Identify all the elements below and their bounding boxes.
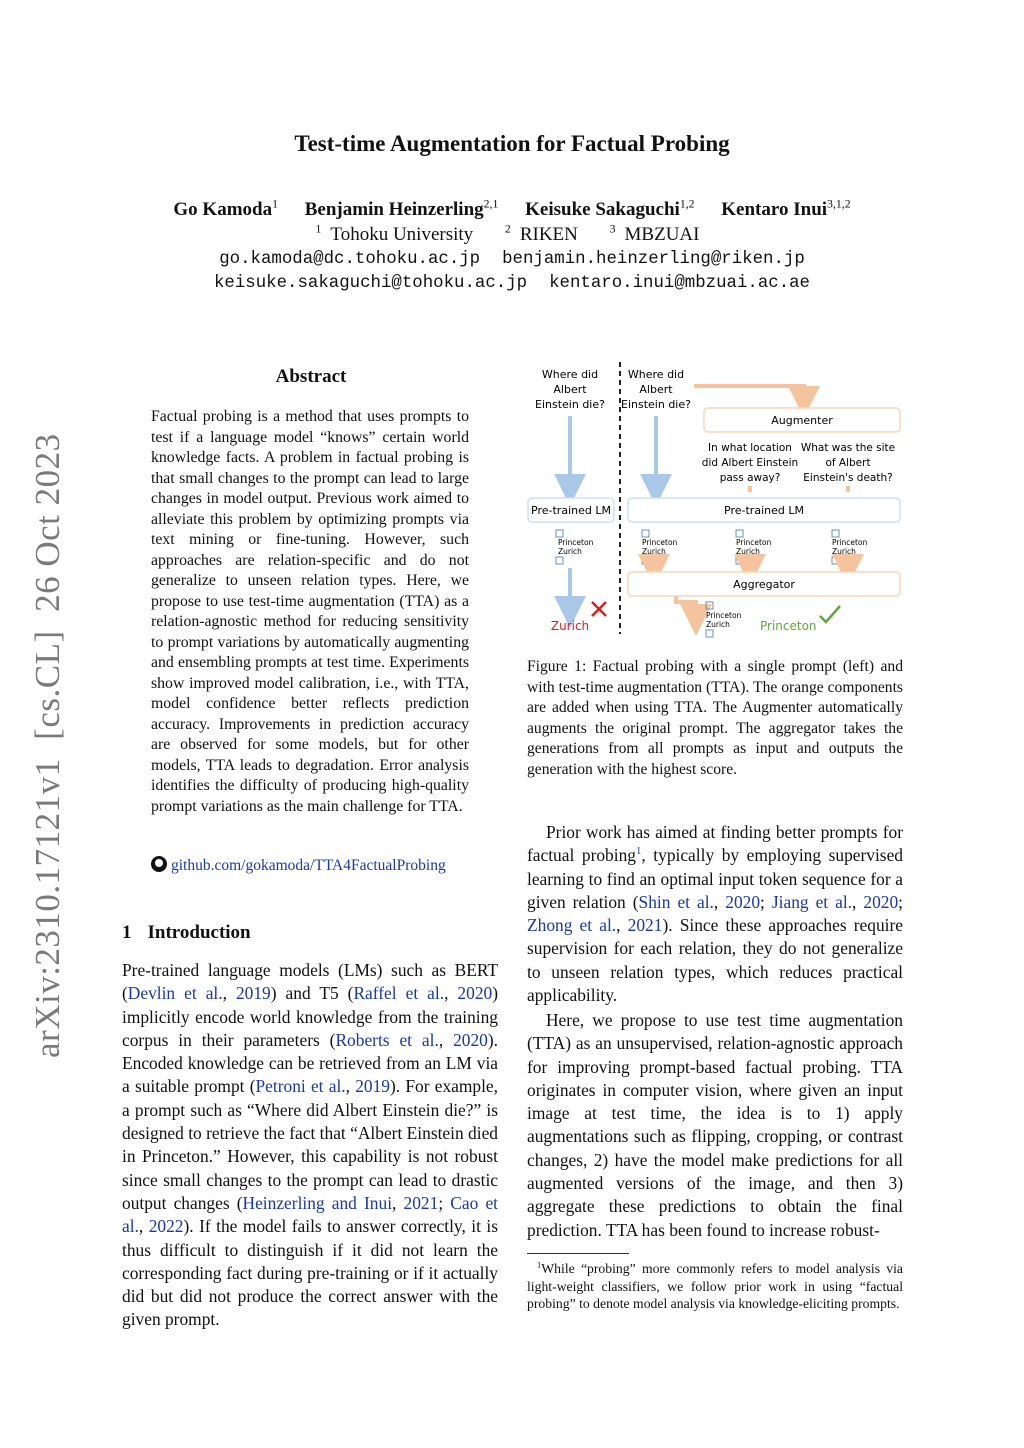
citation-link[interactable]: Roberts et al. [335, 1029, 439, 1050]
candidate-text: Princeton [832, 538, 868, 547]
aug-prompt-line: Einstein's death? [803, 472, 893, 484]
candidate-text: Princeton [642, 538, 678, 547]
figure-1 [524, 362, 906, 644]
candidate-text: Zurich [832, 547, 856, 556]
section-heading [122, 922, 251, 944]
candidate-marker [556, 557, 563, 564]
github-link[interactable] [151, 856, 481, 875]
footnote-text: While “probing” more commonly refers to model analysis via light-weight classifiers, we follow prior work in using “factual probing” to denote model analysis via knowledge-eliciting prompts. [527, 1261, 903, 1311]
text-run: ) implicitly encode world knowledge from the training corpus in their parameters ( [122, 983, 498, 1050]
arxiv-stamp: arXiv:2310.17121v1 [cs.CL] 26 Oct 2023 [28, 433, 67, 1058]
citation-link[interactable]: 2021 [403, 1192, 439, 1213]
candidate-list [556, 530, 594, 564]
candidate-text: Princeton [706, 611, 742, 620]
author [525, 199, 694, 220]
author-name: Go Kamoda [173, 199, 273, 220]
affiliation-name: RIKEN [519, 224, 578, 245]
author-name: Benjamin Heinzerling [304, 199, 484, 220]
candidate-marker [706, 630, 713, 637]
email-line [0, 274, 1024, 293]
figure-caption [527, 657, 903, 781]
candidate-text: Zurich [706, 620, 730, 629]
candidate-list [736, 530, 772, 564]
citation-link[interactable]: 2020 [725, 891, 761, 912]
text-run: Pre-trained language models (LMs) such as BERT ( [122, 960, 498, 1004]
tta-diagram [524, 362, 906, 644]
footnote-rule [527, 1253, 629, 1254]
text-run: ) and T5 ( [270, 983, 354, 1004]
author-affil-mark: 1,2 [679, 197, 695, 211]
author-affil-mark: 3,1,2 [827, 197, 851, 211]
candidate-text: Princeton [736, 538, 772, 547]
aggregator-label: Aggregator [733, 578, 795, 591]
text-run: Prior work has aimed at finding better prompts for factual probing [527, 822, 903, 866]
right-question-line: Albert [639, 383, 673, 396]
text-run: , [852, 891, 864, 912]
caption-text: Factual probing with a single prompt (left) and with test-time augmentation (TTA). The orange components are added when using TTA. The Augmenter automatically augments the original prompt. The aggregator takes the generations from all prompts as input and outputs the generation with the highest score. [527, 658, 903, 778]
citation-link[interactable]: 2019 [355, 1076, 390, 1097]
aug-prompt-line: pass away? [719, 472, 781, 484]
body-paragraph: Here, we propose to use test time augmentation (TTA) as an unsupervised, relation-agnostic approach for improving prompt-based factual probing. TTA originates in computer vision, where given an input image at test time, the idea is to 1) apply augmentations such as flipping, cropping, or contrast changes, 2) have the model make predictions for all augmented versions of the image, and then 3) aggregate these predictions to obtain the final prediction. TTA has been found to increase robust- [527, 1010, 903, 1240]
text-run: , [138, 1216, 149, 1237]
candidate-marker [832, 530, 839, 537]
left-question-line: Einstein die? [535, 398, 605, 411]
text-run: ; [760, 891, 772, 912]
affiliation [610, 224, 709, 245]
final-candidate-list [706, 602, 742, 637]
github-link-text[interactable]: github.com/gokamoda/TTA4FactualProbing [171, 857, 446, 874]
email: kentaro.inui@mbzuai.ac.ae [549, 274, 810, 293]
author-affil-mark: 1 [272, 197, 278, 211]
candidate-text: Zurich [642, 547, 666, 556]
text-run: ). Encoded knowledge can be retrieved from an LM via a suitable prompt ( [122, 1029, 498, 1097]
citation-link[interactable]: Heinzerling and Inui [242, 1192, 393, 1213]
footnote [527, 1260, 903, 1313]
citation-link[interactable]: 2020 [457, 983, 493, 1004]
candidate-marker [736, 557, 743, 564]
left-question-line: Where did [541, 368, 599, 381]
candidate-list [832, 530, 868, 564]
aug-prompt-line: did Albert Einstein [701, 457, 799, 469]
affiliation-list [0, 224, 1024, 246]
check-icon [820, 606, 840, 622]
aug-prompt-line: of Albert [825, 457, 871, 469]
text-run: , typically by employing supervised learning to find an optimal input token sequence for a given relation ( [527, 845, 903, 912]
caption-label: Figure 1: [527, 658, 587, 675]
citation-link[interactable]: Cao et al. [122, 1192, 499, 1237]
text-run: , [713, 891, 726, 912]
citation-link[interactable]: Raffel et al. [353, 983, 445, 1004]
candidate-marker [556, 530, 563, 537]
section-number: 1 [122, 922, 132, 943]
affiliation-mark: 1 [315, 222, 322, 236]
candidate-text: Princeton [558, 538, 594, 547]
text-run: ). If the model fails to answer correctly, it is thus difficult to distinguish if it did not learn the corresponding fact during pre-training or if it actually did but did not produce the correct answer with the given prompt. [122, 1216, 498, 1330]
affiliation-mark: 3 [609, 222, 616, 236]
lm-label-left: Pre-trained LM [531, 504, 611, 517]
left-question-line: Albert [553, 383, 587, 396]
right-answer: Princeton [760, 619, 817, 633]
right-question-line: Where did [627, 368, 685, 381]
citation-link[interactable]: 2020 [453, 1029, 488, 1050]
text-run: ; [898, 891, 904, 912]
lm-label-right: Pre-trained LM [724, 504, 804, 517]
text-run: ). For example, a prompt such as “Where did Albert Einstein die?” is designed to retrieve the fact that “Albert Einstein died in Princeton.” However, this capability is not robust since small changes to the prompt can lead to drastic output changes ( [122, 1076, 498, 1213]
author [721, 199, 850, 220]
github-icon [151, 856, 167, 872]
text-run: , [222, 983, 236, 1004]
author-affil-mark: 2,1 [483, 197, 499, 211]
footnote-mark: 1 [537, 1259, 542, 1270]
augmenter-label: Augmenter [771, 414, 833, 427]
citation-link[interactable]: 2020 [863, 891, 899, 912]
email: benjamin.heinzerling@riken.jp [502, 250, 805, 269]
affiliation-name: Tohoku University [330, 224, 474, 245]
cross-icon [592, 602, 606, 616]
email: go.kamoda@dc.tohoku.ac.jp [219, 250, 481, 269]
candidate-marker [642, 530, 649, 537]
text-run: ). Since these approaches require supervision for each relation, they do not generalize to unseen relation types, which reduces practical applicability. [527, 915, 903, 1006]
affiliation [316, 224, 483, 245]
citation-link[interactable]: 2021 [627, 915, 663, 936]
aug-prompt-line: What was the site [800, 442, 896, 454]
candidate-marker [642, 557, 649, 564]
citation-link[interactable]: Zhong et al. [527, 915, 617, 936]
candidate-marker [736, 530, 743, 537]
author-name: Kentaro Inui [721, 199, 828, 220]
body-paragraph [527, 821, 903, 1007]
candidate-marker [832, 557, 839, 564]
footnote-ref[interactable]: 1 [635, 845, 642, 858]
email: keisuke.sakaguchi@tohoku.ac.jp [214, 274, 528, 293]
author-list [0, 199, 1024, 221]
candidate-text: Zurich [558, 547, 582, 556]
email-line [0, 250, 1024, 269]
author [305, 199, 499, 220]
wrong-answer: Zurich [550, 619, 590, 633]
augment-flow-arrow [694, 386, 804, 402]
text-run: , [345, 1076, 356, 1097]
text-run: , [392, 1192, 404, 1213]
author [173, 199, 278, 220]
section-title: Introduction [147, 922, 251, 943]
text-run: ; [438, 1192, 451, 1213]
candidate-text: Zurich [736, 547, 760, 556]
author-name: Keisuke Sakaguchi [525, 199, 680, 220]
citation-link[interactable]: Devlin et al. [127, 983, 223, 1004]
abstract-heading: Abstract [275, 366, 347, 387]
intro-paragraph [122, 959, 498, 1332]
affiliation [505, 224, 587, 245]
candidate-marker [706, 602, 713, 609]
paper-title: Test-time Augmentation for Factual Probing [294, 131, 730, 156]
citation-link[interactable]: 2022 [148, 1216, 184, 1237]
citation-link[interactable]: 2019 [235, 983, 271, 1004]
affiliation-mark: 2 [504, 222, 511, 236]
right-question-line: Einstein die? [621, 398, 691, 411]
text-run: , [444, 983, 458, 1004]
affiliation-name: MBZUAI [624, 224, 700, 245]
text-run: , [438, 1029, 454, 1050]
aug-prompt-line: In what location [708, 442, 792, 454]
text-run: , [616, 915, 628, 936]
right-output-arrow [676, 596, 696, 620]
abstract-text: Factual probing is a method that uses prompts to test if a language model “knows” certain world knowledge facts. A problem in factual probing is that small changes to the prompt can lead to large changes in model output. Previous work aimed to alleviate this problem by optimizing prompts via text mining or fine-tuning. However, such approaches are relation-specific and do not generalize to unseen relation types. Here, we propose to use test-time augmentation (TTA) as a relation-agnostic method for reducing sensitivity to prompt variations by automatically augmenting and ensembling prompts at test time. Experiments show improved model calibration, i.e., with TTA, model confidence better reflects prediction accuracy. Improvements in prediction accuracy are observed for some models, but for other models, TTA leads to degradation. Error analysis identifies the difficulty of producing high-quality prompt variations as the main challenge for TTA. [151, 408, 469, 815]
citation-link[interactable]: Jiang et al. [771, 891, 853, 912]
citation-link[interactable]: Shin et al. [638, 891, 714, 912]
candidate-list [642, 530, 678, 564]
citation-link[interactable]: Petroni et al. [255, 1076, 346, 1097]
